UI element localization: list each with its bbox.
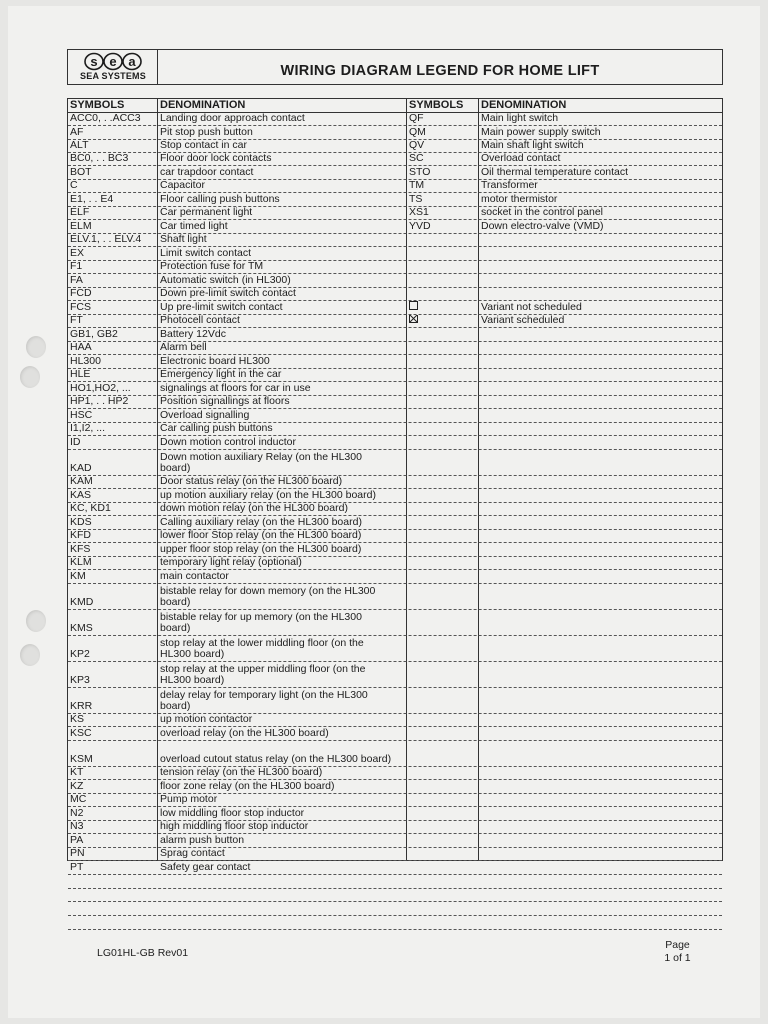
table-row <box>68 821 722 834</box>
denomination-cell: stop relay at the upper middling floor (on the HL300 board) <box>160 663 366 686</box>
symbol-cell: KSC <box>70 727 92 739</box>
svg-text:e: e <box>109 54 117 69</box>
symbol-cell: E1, . . E4 <box>70 193 114 205</box>
denomination-cell: upper floor stop relay (on the HL300 board) <box>160 543 362 555</box>
table-row <box>68 741 722 767</box>
legend-symbol-cell <box>407 315 478 327</box>
punch-hole <box>26 336 46 358</box>
table-row <box>68 861 722 875</box>
column-header: SYMBOLS <box>70 99 125 111</box>
table-row <box>68 247 722 261</box>
symbol-cell: ALT <box>70 140 89 151</box>
table-row <box>68 503 722 516</box>
table-row <box>68 409 722 423</box>
symbol-cell: TM <box>409 180 425 191</box>
denomination-cell: Main shaft light switch <box>481 140 584 151</box>
table-row <box>68 382 722 396</box>
denomination-cell: Overload contact <box>481 153 561 164</box>
table-row <box>68 396 722 409</box>
denomination-cell: Car timed light <box>160 220 228 232</box>
symbol-cell: FT <box>70 315 83 326</box>
denomination-cell: Up pre-limit switch contact <box>160 301 283 313</box>
symbol-cell: KP2 <box>70 648 90 660</box>
table-row <box>68 328 722 342</box>
denomination-cell: Automatic switch (in HL300) <box>160 274 291 286</box>
table-row <box>68 140 722 153</box>
svg-text:a: a <box>128 54 136 69</box>
denomination-cell: bistable relay for down memory (on the HL300 board) <box>160 585 376 608</box>
table-row <box>68 916 722 930</box>
denomination-cell: tension relay (on the HL300 board) <box>160 767 323 778</box>
denomination-cell: Floor door lock contacts <box>160 153 272 164</box>
denomination-cell: Calling auxiliary relay (on the HL300 board) <box>160 516 362 528</box>
table-row <box>68 355 722 369</box>
denomination-cell: Electronic board HL300 <box>160 355 270 367</box>
table-row <box>68 153 722 166</box>
denomination-cell: Stop contact in car <box>160 140 247 151</box>
table-row <box>68 234 722 247</box>
denomination-cell: up motion auxiliary relay (on the HL300 board) <box>160 489 376 501</box>
symbol-cell: QV <box>409 140 425 151</box>
table-row <box>68 166 722 180</box>
denomination-cell: Oil thermal temperature contact <box>481 166 629 178</box>
table-row <box>68 489 722 503</box>
symbol-cell: XS1 <box>409 207 429 218</box>
table-row <box>68 207 722 220</box>
symbol-cell: KZ <box>70 780 84 792</box>
symbol-cell: KFD <box>70 530 91 541</box>
symbol-cell: QF <box>409 113 424 124</box>
symbol-cell: I1,I2, ... <box>70 423 106 434</box>
table-row <box>68 193 722 207</box>
legend-symbol-cell <box>407 301 478 314</box>
symbol-cell: SC <box>409 153 424 164</box>
symbol-cell: KMS <box>70 622 93 634</box>
denomination-cell: delay relay for temporary light (on the HL300 board) <box>160 689 368 712</box>
denomination-cell: Main light switch <box>481 113 559 124</box>
table-row <box>68 342 722 355</box>
table-row <box>68 780 722 794</box>
symbol-cell: KRR <box>70 700 93 712</box>
symbol-cell: FCD <box>70 288 92 299</box>
page-number <box>650 939 705 965</box>
symbol-cell: HO1,HO2, ... <box>70 382 131 394</box>
symbol-cell: HLE <box>70 369 91 380</box>
company-logo <box>68 50 158 84</box>
symbol-cell: PN <box>70 848 85 859</box>
symbol-cell: HAA <box>70 342 92 353</box>
sea-logo-icon <box>84 52 142 71</box>
table-row <box>68 543 722 557</box>
denomination-cell: overload cutout status relay (on the HL300 board) <box>160 753 392 765</box>
table-row <box>68 610 722 636</box>
symbol-cell: GB1, GB2 <box>70 328 118 340</box>
punch-hole <box>26 610 46 632</box>
denomination-cell: Floor calling push buttons <box>160 193 280 205</box>
legend-table <box>67 98 723 873</box>
denomination-cell: stop relay at the lower middling floor (on the HL300 board) <box>160 637 364 660</box>
table-row <box>68 714 722 727</box>
symbol-cell: KSM <box>70 753 93 765</box>
denomination-cell: car trapdoor contact <box>160 166 254 178</box>
symbol-cell: KDS <box>70 516 92 528</box>
table-row <box>68 530 722 543</box>
denomination-cell: up motion contactor <box>160 714 253 725</box>
denomination-cell: Battery 12Vdc <box>160 328 226 340</box>
table-row <box>68 584 722 610</box>
symbol-cell: HP1, . . HP2 <box>70 396 129 407</box>
denomination-cell: Position signallings at floors <box>160 396 290 407</box>
table-row <box>68 875 722 889</box>
symbol-cell: N3 <box>70 821 84 832</box>
denomination-cell: Down motion auxiliary Relay (on the HL300 board) <box>160 451 362 474</box>
denomination-cell: Door status relay (on the HL300 board) <box>160 476 343 487</box>
symbol-cell: C <box>70 180 78 191</box>
denomination-cell: socket in the control panel <box>481 207 603 218</box>
symbol-cell: ELF <box>70 207 90 218</box>
table-row <box>68 261 722 274</box>
table-row <box>68 436 722 450</box>
denomination-cell: main contactor <box>160 570 229 582</box>
denomination-cell: alarm push button <box>160 834 245 846</box>
column-header: SYMBOLS <box>409 99 464 111</box>
denomination-cell: down motion relay (on the HL300 board) <box>160 503 348 514</box>
document-header <box>67 49 723 85</box>
symbol-cell: HSC <box>70 409 93 421</box>
legend-text-cell: Variant not scheduled <box>481 301 582 313</box>
punch-hole <box>20 366 40 388</box>
table-row <box>68 848 722 861</box>
svg-text:s: s <box>90 54 98 69</box>
symbol-cell: EX <box>70 247 85 259</box>
denomination-cell: bistable relay for up memory (on the HL300 board) <box>160 611 362 634</box>
denomination-cell: Car calling push buttons <box>160 423 273 434</box>
table-row <box>68 834 722 848</box>
legend-text-cell: Variant scheduled <box>481 315 565 326</box>
symbol-cell: KC, KD1 <box>70 503 111 514</box>
page-label: Page <box>665 939 690 951</box>
denomination-cell: low middling floor stop inductor <box>160 807 305 819</box>
table-row <box>68 450 722 476</box>
table-row <box>68 476 722 489</box>
symbol-cell: KP3 <box>70 674 90 686</box>
denomination-cell: Limit switch contact <box>160 247 252 259</box>
table-row <box>68 516 722 530</box>
symbol-cell: HL300 <box>70 355 101 367</box>
symbol-cell: FCS <box>70 301 91 313</box>
symbol-cell: FA <box>70 274 83 286</box>
denomination-cell: Photocell contact <box>160 315 240 326</box>
table-row <box>68 180 722 193</box>
denomination-cell: floor zone relay (on the HL300 board) <box>160 780 335 792</box>
denomination-cell: Landing door approach contact <box>160 113 305 124</box>
symbol-cell: KAM <box>70 476 93 487</box>
symbol-cell: F1 <box>70 261 83 272</box>
symbol-cell: BC0, . . BC3 <box>70 153 129 164</box>
symbol-cell: ACC0, . .ACC3 <box>70 113 141 124</box>
denomination-cell: overload relay (on the HL300 board) <box>160 727 329 739</box>
denomination-cell: signalings at floors for car in use <box>160 382 311 394</box>
denomination-cell: Capacitor <box>160 180 205 191</box>
table-row <box>68 727 722 741</box>
denomination-cell: Pit stop push button <box>160 126 253 138</box>
denomination-cell: Main power supply switch <box>481 126 601 138</box>
symbol-cell: BOT <box>70 166 92 178</box>
symbol-cell: KLM <box>70 557 92 568</box>
symbol-cell: KS <box>70 714 85 725</box>
denomination-cell: Down electro-valve (VMD) <box>481 220 604 232</box>
table-row <box>68 570 722 584</box>
symbol-cell: QM <box>409 126 426 138</box>
symbol-cell: KFS <box>70 543 91 555</box>
table-row <box>68 794 722 807</box>
denomination-cell: Car permanent light <box>160 207 253 218</box>
symbol-cell: PA <box>70 834 84 846</box>
page-value: 1 of 1 <box>664 952 691 964</box>
symbol-cell: N2 <box>70 807 84 819</box>
table-row <box>68 288 722 301</box>
empty-box-icon <box>409 301 418 313</box>
table-row <box>68 301 722 315</box>
table-header-row <box>68 99 722 113</box>
denomination-cell: Sprag contact <box>160 848 225 859</box>
table-row <box>68 902 722 916</box>
denomination-cell: Protection fuse for TM <box>160 261 264 272</box>
symbol-cell: ID <box>70 436 81 448</box>
table-row <box>68 557 722 570</box>
table-row <box>68 113 722 126</box>
denomination-cell: motor thermistor <box>481 193 558 205</box>
table-row <box>68 126 722 140</box>
denomination-cell: Down pre-limit switch contact <box>160 288 296 299</box>
table-row <box>68 807 722 821</box>
symbol-cell: STO <box>409 166 431 178</box>
table-row <box>68 767 722 780</box>
symbol-cell: YVD <box>409 220 431 232</box>
table-row <box>68 220 722 234</box>
symbol-cell: KMD <box>70 596 94 608</box>
denomination-cell: high middling floor stop inductor <box>160 821 309 832</box>
denomination-cell: Overload signalling <box>160 409 250 421</box>
table-row <box>68 274 722 288</box>
symbol-cell: MC <box>70 794 87 805</box>
denomination-cell: Alarm bell <box>160 342 207 353</box>
denomination-cell: temporary light relay (optional) <box>160 557 302 568</box>
table-row <box>68 662 722 688</box>
denomination-cell: Down motion control inductor <box>160 436 296 448</box>
document-code: LG01HL-GB Rev01 <box>97 947 189 959</box>
column-header: DENOMINATION <box>481 99 567 111</box>
denomination-cell: Shaft light <box>160 234 207 245</box>
symbol-cell: TS <box>409 193 423 205</box>
logo-text: SEA SYSTEMS <box>80 71 146 81</box>
table-row <box>68 369 722 382</box>
table-row <box>68 688 722 714</box>
symbol-cell: ELV.1, . . ELV.4 <box>70 234 142 245</box>
symbol-cell: KT <box>70 767 84 778</box>
table-row <box>68 315 722 328</box>
table-row <box>68 889 722 902</box>
crossed-box-icon <box>409 315 418 326</box>
symbol-cell: KAS <box>70 489 92 501</box>
table-row <box>68 423 722 436</box>
column-header: DENOMINATION <box>160 99 246 111</box>
punch-hole <box>20 644 40 666</box>
symbol-cell: PT <box>70 861 84 873</box>
table-row <box>68 636 722 662</box>
denomination-cell: Safety gear contact <box>160 861 251 873</box>
denomination-cell: Emergency light in the car <box>160 369 282 380</box>
symbol-cell: KAD <box>70 462 92 474</box>
symbol-cell: AF <box>70 126 84 138</box>
denomination-cell: Transformer <box>481 180 538 191</box>
symbol-cell: KM <box>70 570 86 582</box>
denomination-cell: lower floor Stop relay (on the HL300 board) <box>160 530 362 541</box>
symbol-cell: ELM <box>70 220 92 232</box>
denomination-cell: Pump motor <box>160 794 218 805</box>
document-title: WIRING DIAGRAM LEGEND FOR HOME LIFT <box>280 63 600 79</box>
